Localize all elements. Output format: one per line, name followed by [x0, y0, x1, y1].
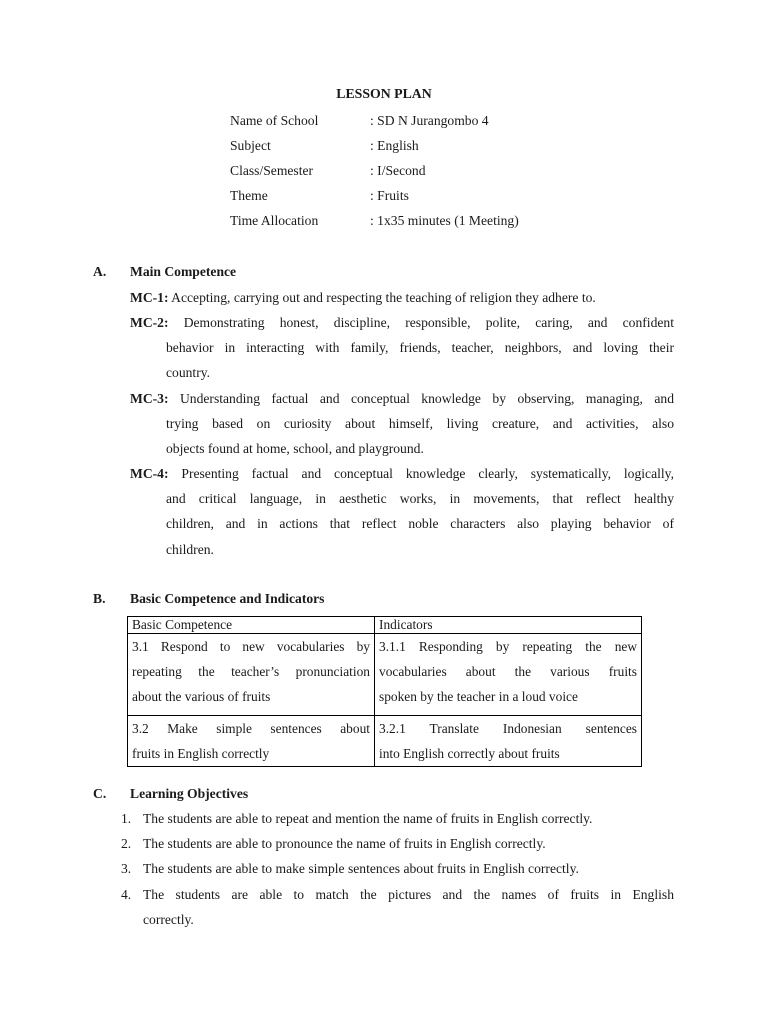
cell-text: 3.2 Make simple sentences about: [132, 721, 370, 736]
mc-text: and critical language, in aesthetic works, in movements, that reflect healthy: [166, 491, 674, 507]
identity-value: : 1x35 minutes (1 Meeting): [370, 213, 519, 228]
cell-text: 3.1.1 Responding by repeating the new: [379, 639, 637, 654]
identity-label: Theme: [230, 188, 268, 203]
section-title: Basic Competence and Indicators: [130, 591, 325, 606]
list-text: The students are able to match the pictures and the names of fruits in English: [143, 887, 674, 902]
list-number: 1.: [121, 811, 132, 826]
identity-value: : English: [370, 138, 419, 153]
mc-code: MC-2:: [130, 315, 169, 330]
identity-label: Time Allocation: [230, 213, 319, 228]
table-cell: [375, 634, 642, 716]
document-title: LESSON PLAN: [336, 86, 432, 101]
identity-value: : SD N Jurangombo 4: [370, 113, 489, 128]
section-letter: A.: [93, 264, 107, 279]
mc-3: [130, 386, 674, 462]
list-text: The students are able to pronounce the name of fruits in English correctly.: [143, 836, 546, 851]
list-number: 3.: [121, 861, 132, 876]
table-cell: [128, 634, 375, 716]
mc-2: [130, 310, 674, 386]
mc-1: [130, 285, 674, 310]
section-title: Main Competence: [130, 264, 237, 279]
identity-label: Subject: [230, 138, 271, 153]
mc-text: objects found at home, school, and playground.: [166, 441, 424, 457]
mc-text: Presenting factual and conceptual knowledge clearly, systematically, logically,: [181, 466, 674, 481]
section-letter: C.: [93, 786, 107, 801]
list-text: The students are able to repeat and mention the name of fruits in English correctly.: [143, 811, 593, 826]
section-letter: B.: [93, 591, 106, 606]
cell-text: spoken by the teacher in a loud voice: [379, 689, 578, 704]
mc-code: MC-4:: [130, 466, 169, 481]
table-header-cell: Indicators: [375, 617, 642, 634]
mc-text: Demonstrating honest, discipline, responsible, polite, caring, and confident: [183, 315, 674, 330]
mc-text: Understanding factual and conceptual knowledge by observing, managing, and: [179, 391, 674, 406]
mc-text: country.: [166, 365, 211, 381]
cell-text: 3.2.1 Translate Indonesian sentences: [379, 721, 637, 736]
mc-text: children.: [166, 541, 214, 557]
table-cell: [128, 716, 375, 767]
list-text: correctly.: [143, 912, 194, 927]
cell-spacer: [132, 709, 370, 715]
identity-value: : I/Second: [370, 163, 426, 178]
mc-code: MC-1:: [130, 290, 169, 305]
cell-text: into English correctly about fruits: [379, 746, 560, 761]
table-header-cell: Basic Competence: [128, 617, 375, 634]
mc-text: Accepting, carrying out and respecting the teaching of religion they adhere to.: [171, 290, 596, 305]
mc-4: [130, 461, 674, 562]
cell-text: fruits in English correctly: [132, 746, 270, 761]
list-number: 2.: [121, 836, 132, 851]
table-header-row: [128, 617, 642, 634]
cell-text: vocabularies about the various fruits: [379, 664, 637, 679]
table-cell: [375, 716, 642, 767]
table-row: [128, 716, 642, 767]
list-text: The students are able to make simple sentences about fruits in English correctly.: [143, 861, 579, 876]
cell-text: 3.1 Respond to new vocabularies by: [132, 639, 370, 654]
section-title: Learning Objectives: [130, 786, 249, 801]
identity-value: : Fruits: [370, 188, 409, 203]
table-row: [128, 634, 642, 716]
cell-text: repeating the teacher’s pronunciation: [132, 664, 370, 679]
competence-table: [127, 616, 642, 767]
identity-label: Class/Semester: [230, 163, 314, 178]
mc-text: trying based on curiosity about himself, living creature, and activities, also: [166, 416, 674, 432]
cell-text: about the various of fruits: [132, 689, 271, 704]
mc-code: MC-3:: [130, 391, 169, 406]
list-number: 4.: [121, 887, 132, 902]
mc-text: behavior in interacting with family, friends, teacher, neighbors, and loving their: [166, 340, 674, 356]
identity-label: Name of School: [230, 113, 319, 128]
mc-text: children, and in actions that reflect noble characters also playing behavior of: [166, 516, 674, 532]
